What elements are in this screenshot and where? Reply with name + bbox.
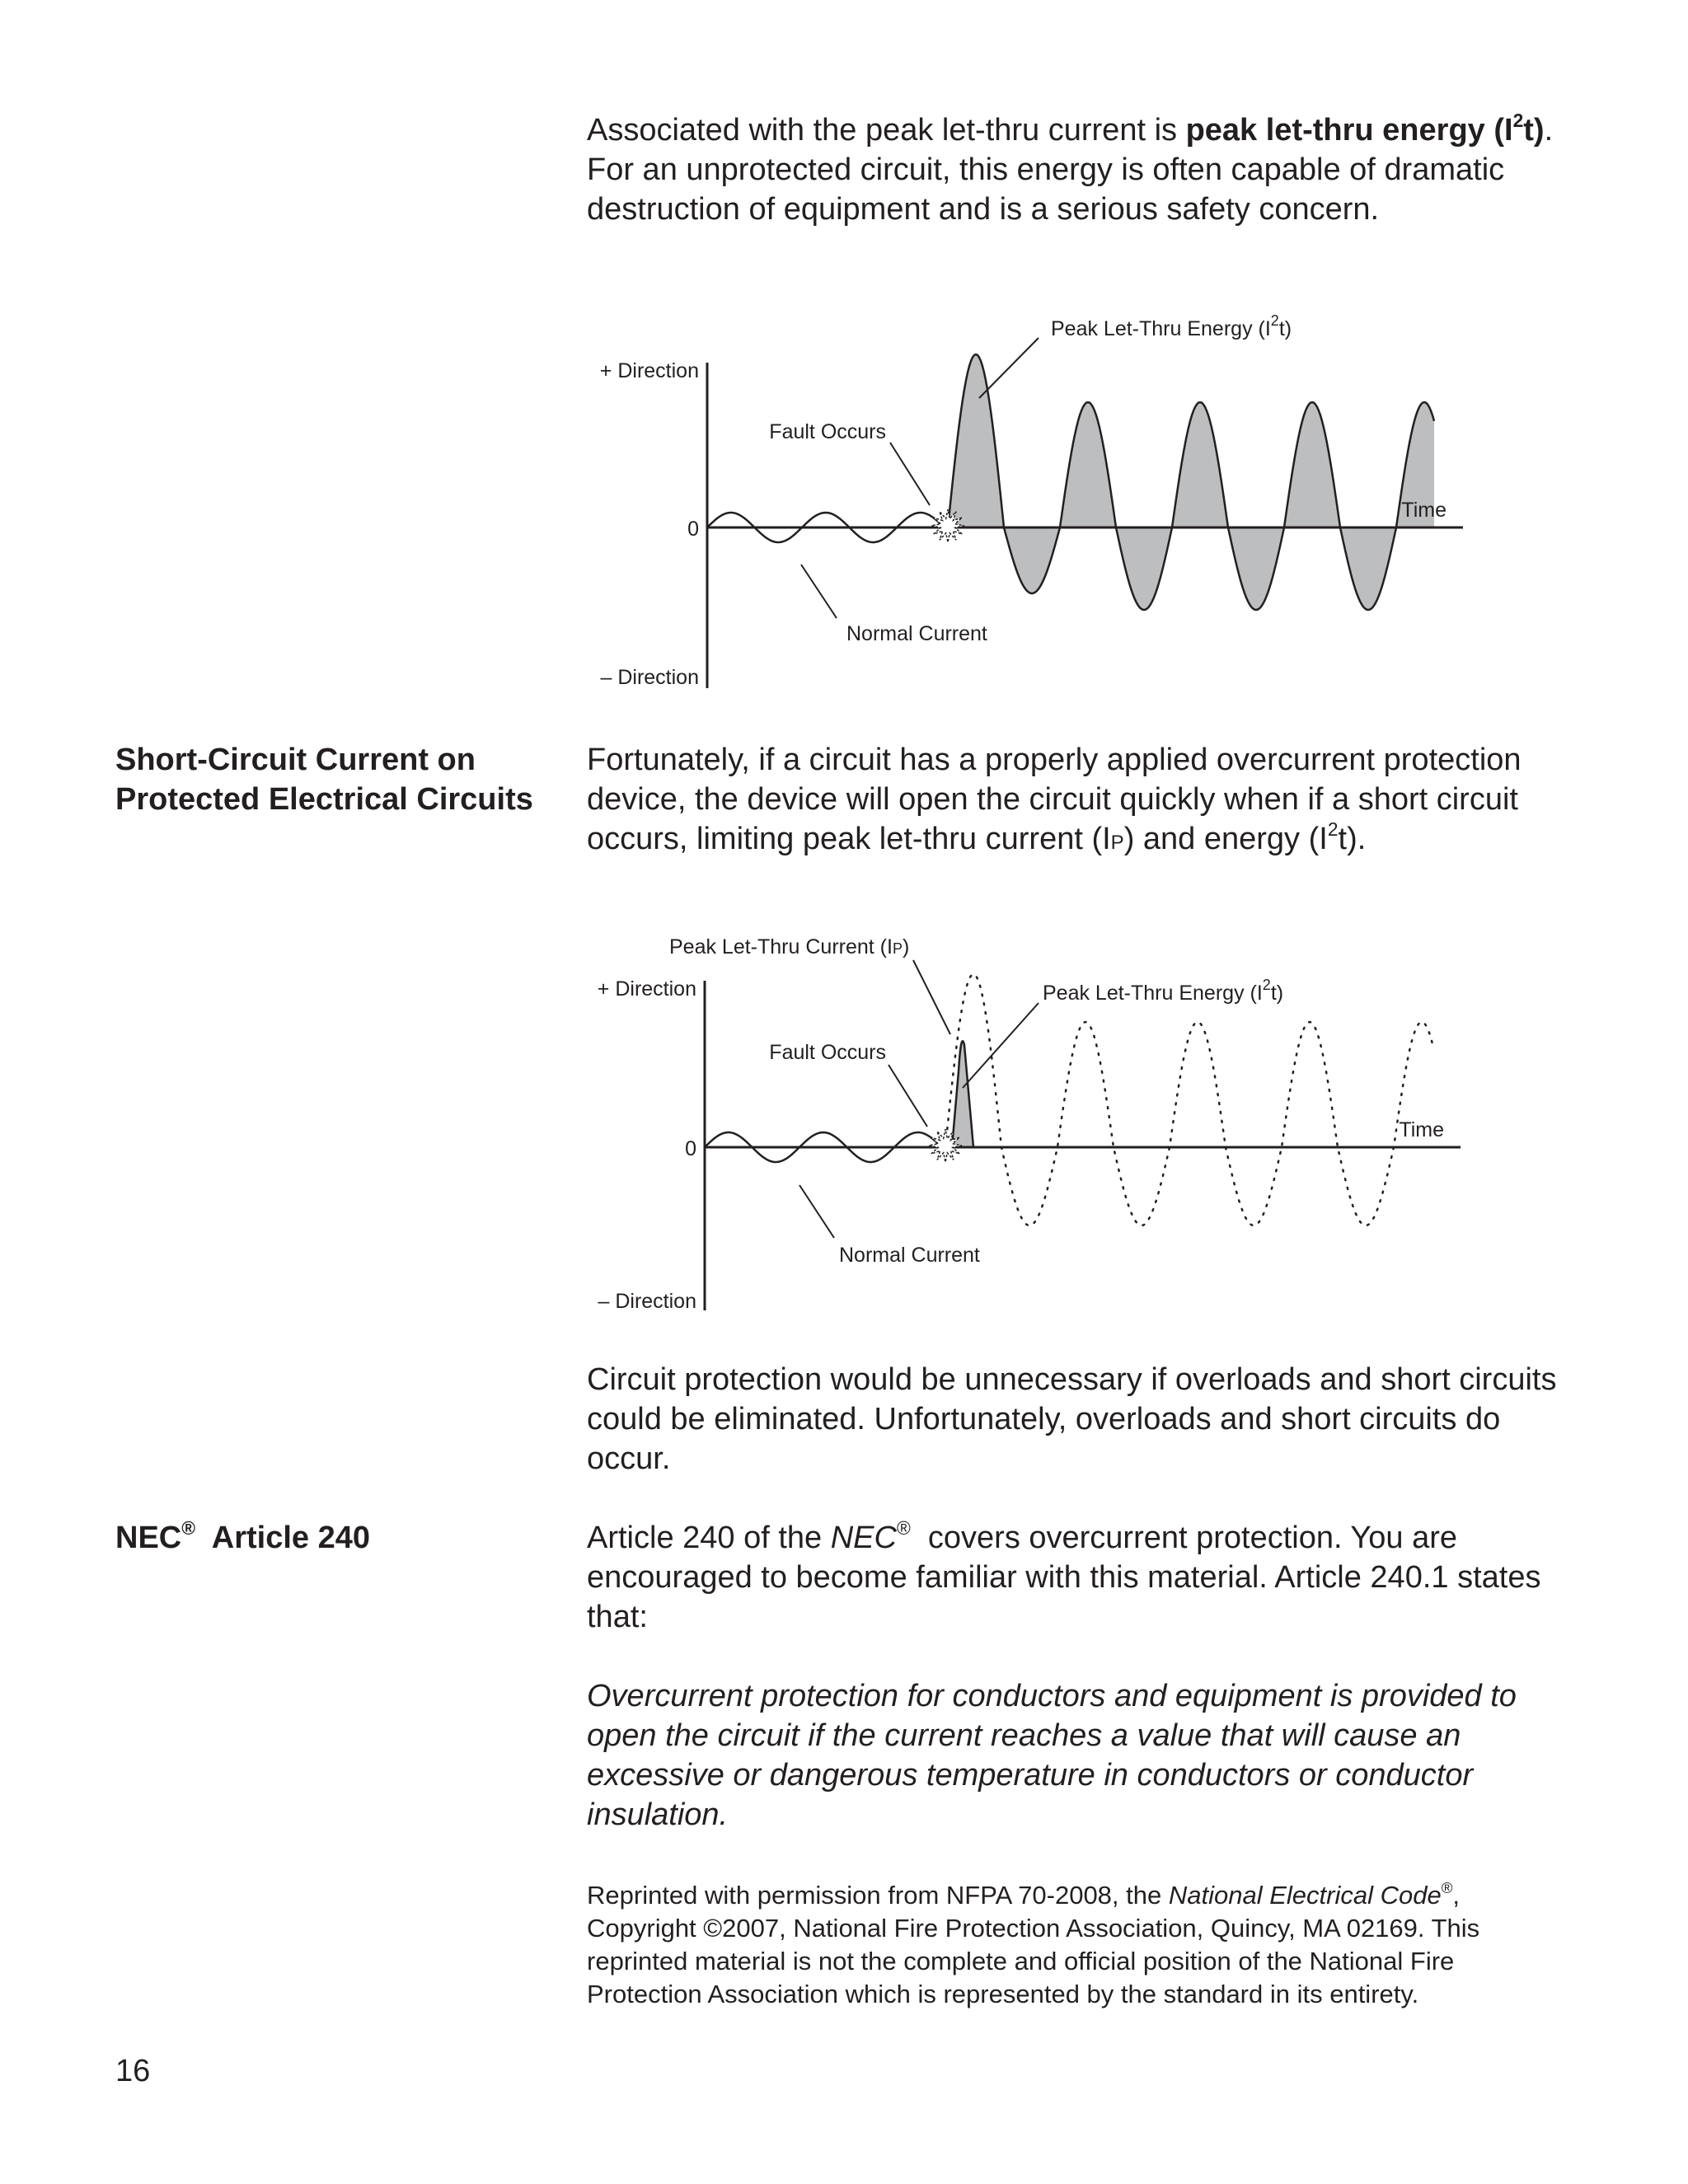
protected-paragraph: Fortunately, if a circuit has a properly applied overcurrent protection device, the device will open the circuit quickly when if a short circuit occurs, limiting peak let-thru current (IP) and energy $(I^2t)$. <box>587 743 1522 856</box>
unprotected-circuit-diagram <box>577 301 1484 696</box>
fault-leader-line <box>889 1065 927 1127</box>
current-leader-line <box>913 960 950 1034</box>
energy-leader-line <box>979 338 1039 398</box>
energy-leader-line <box>963 1003 1039 1088</box>
plus-direction-label: + Direction <box>597 977 696 1001</box>
fault-occurs-label: Fault Occurs <box>769 420 886 443</box>
minus-direction-label: – Direction <box>600 666 699 689</box>
fault-leader-line <box>890 443 930 505</box>
zero-label: 0 <box>687 518 699 541</box>
prospective-current-wave <box>945 974 1433 1226</box>
intro-lead-text: Associated with the peak let-thru current is <box>587 113 1186 148</box>
peak-current-label: Peak Let-Thru Current (IP) <box>669 935 910 958</box>
time-label: Time <box>1399 1118 1444 1141</box>
fault-occurs-label: Fault Occurs <box>769 1041 886 1064</box>
intro-rest-text: . For an unprotected circuit, this energy is often capable of dramatic destruction of equipment and is a serious safety concern. <box>587 113 1554 227</box>
protected-circuits-heading: Short-Circuit Current on Protected Electrical Circuits <box>115 743 533 817</box>
energy-label: Peak Let-Thru Energy $(I^2t)$ <box>1051 312 1292 340</box>
necessity-paragraph: Circuit protection would be unnecessary if overloads and short circuits could be eliminated. Unfortunately, overloads and short circuits do occur. <box>587 1362 1557 1476</box>
normal-current-label: Normal Current <box>846 622 987 645</box>
plus-direction-label: + Direction <box>599 359 699 382</box>
normal-current-label: Normal Current <box>839 1244 980 1267</box>
nec-article-heading: NEC® Article 240 <box>115 1517 370 1555</box>
page-number: 16 <box>115 2054 151 2088</box>
normal-leader-line <box>799 1185 834 1238</box>
fault-current-area <box>948 354 1434 610</box>
zero-label: 0 <box>685 1137 696 1160</box>
normal-leader-line <box>801 565 837 618</box>
reprint-notice: Reprinted with permission from NFPA 70-2008, the National Electrical Code®, Copyright ©2007, National Fire Protection Association, Quincy, MA 02169. This reprinted material is not the complete and official position of the National Fire Protection Association which is represented by the standard in its entirety. <box>587 1878 1480 2008</box>
protected-circuit-diagram <box>577 923 1484 1319</box>
nec-quote: Overcurrent protection for conductors and equipment is provided to open the circuit if the current reaches a value that will cause an excessive or dangerous temperature in conductors or conductor insulation. <box>587 1679 1517 1832</box>
minus-direction-label: – Direction <box>598 1290 696 1313</box>
intro-term: peak let-thru energy $(I^2t)$ <box>1185 110 1545 148</box>
energy-label: Peak Let-Thru Energy $(I^2t)$ <box>1043 977 1284 1005</box>
intro-paragraph <box>587 110 1576 229</box>
time-label: Time <box>1401 499 1447 522</box>
nec-paragraph: Article 240 of the NEC® covers overcurrent protection. You are encouraged to become familiar with this material. Article 240.1 states that: <box>587 1517 1550 1634</box>
